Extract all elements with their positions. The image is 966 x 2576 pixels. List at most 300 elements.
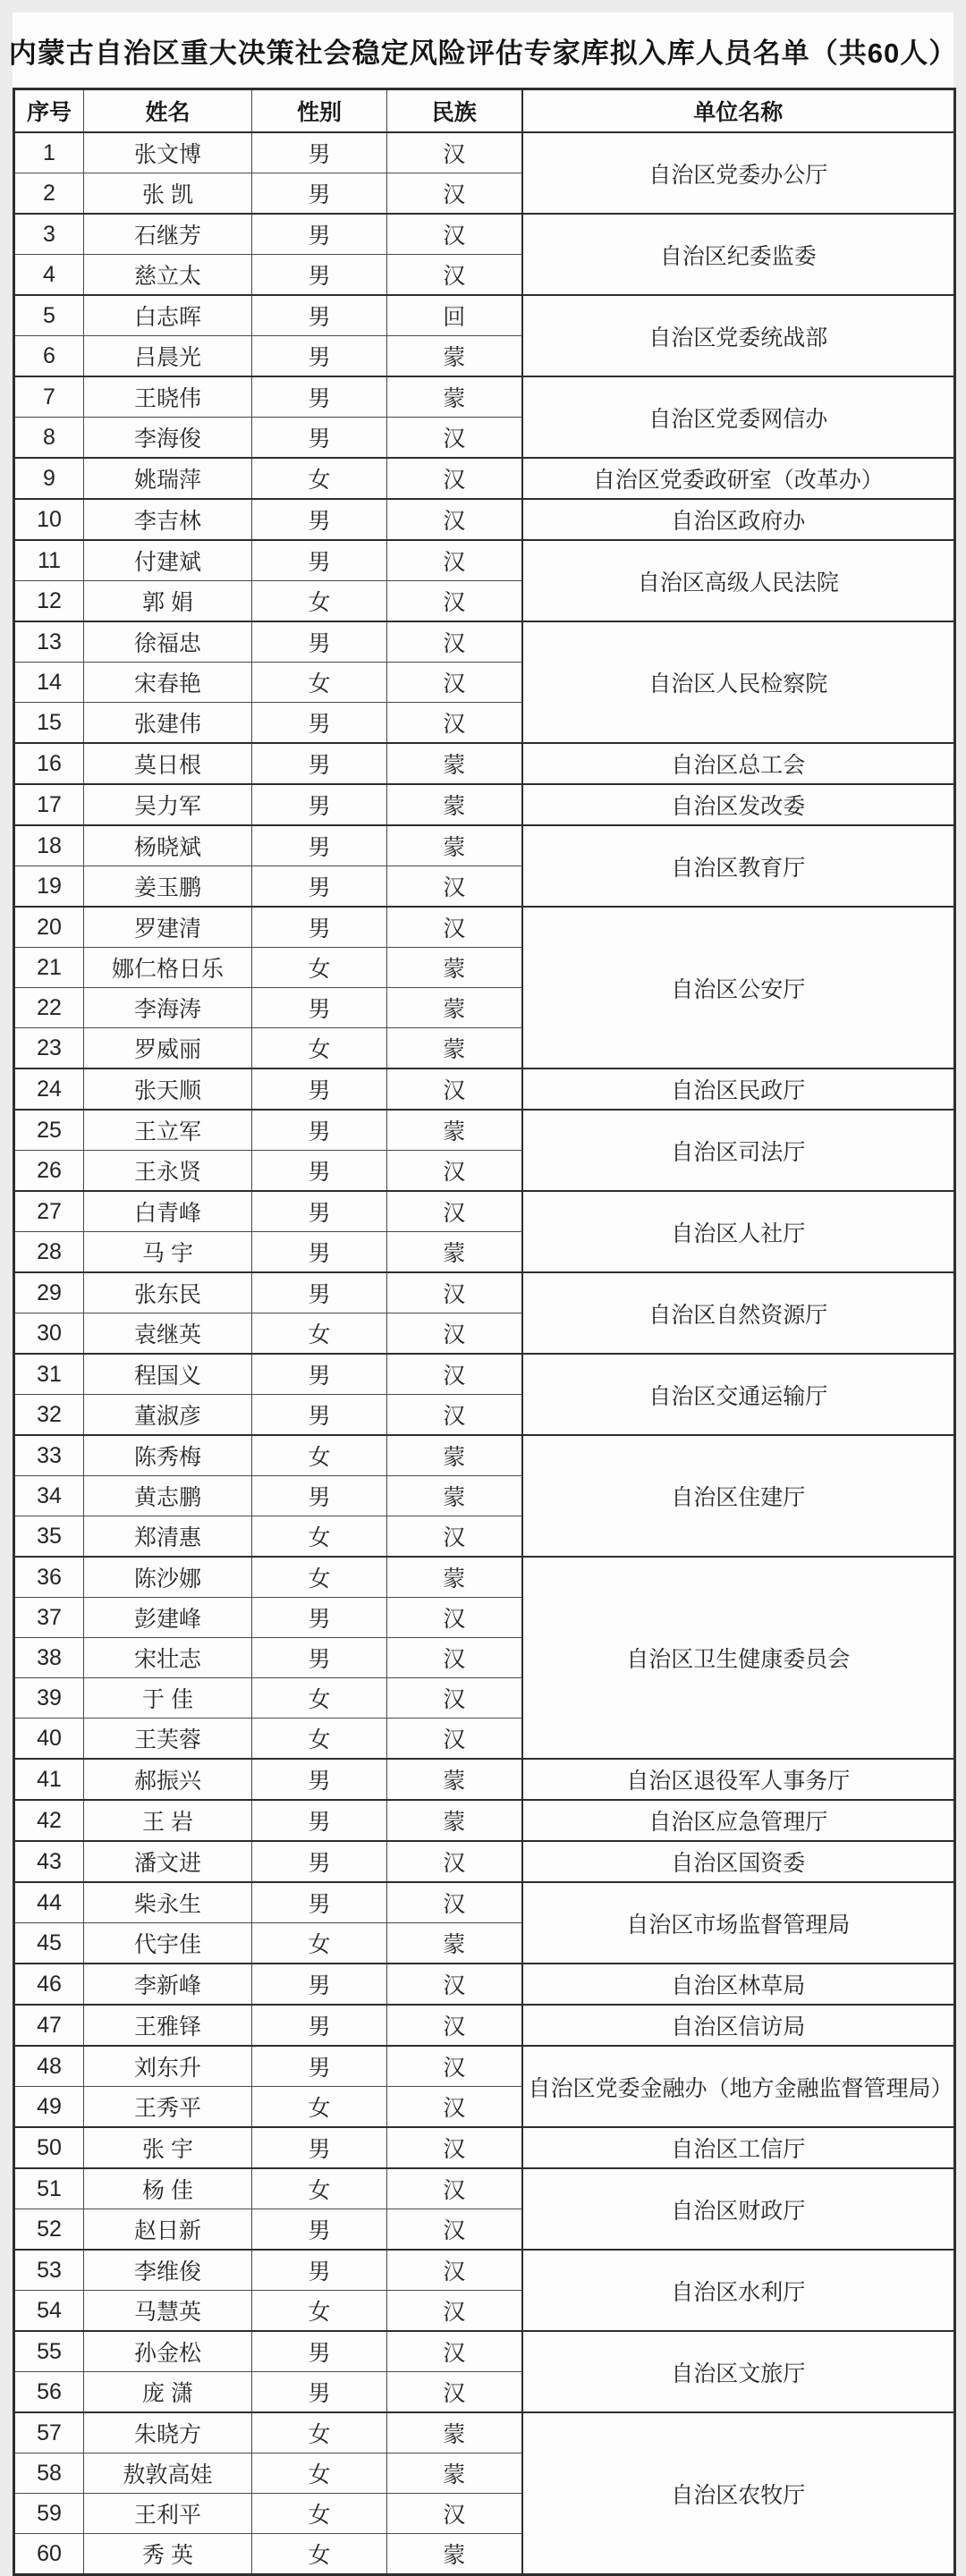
name-cell: 郭 娟 <box>84 581 252 622</box>
index-cell: 57 <box>14 2412 84 2454</box>
name-cell: 秀 英 <box>84 2534 252 2575</box>
gender-cell: 女 <box>252 1313 387 1355</box>
index-cell: 60 <box>14 2534 84 2575</box>
gender-cell: 女 <box>252 2494 387 2534</box>
name-cell: 王利平 <box>84 2494 252 2534</box>
ethnicity-cell: 汉 <box>387 1516 522 1558</box>
index-cell: 37 <box>14 1598 84 1638</box>
index-cell: 59 <box>14 2494 84 2534</box>
gender-cell: 男 <box>252 907 387 948</box>
ethnicity-cell: 汉 <box>387 621 522 663</box>
gender-cell: 女 <box>252 458 387 499</box>
gender-cell: 男 <box>252 621 387 663</box>
name-cell: 付建斌 <box>84 540 252 581</box>
ethnicity-cell: 汉 <box>387 581 522 622</box>
name-cell: 姚瑞萍 <box>84 458 252 499</box>
table-row <box>14 376 955 418</box>
index-cell: 12 <box>14 581 84 622</box>
index-cell: 7 <box>14 376 84 418</box>
name-cell: 王晓伟 <box>84 376 252 418</box>
index-cell: 18 <box>14 825 84 866</box>
name-cell: 程国义 <box>84 1354 252 1395</box>
unit-cell: 自治区人社厅 <box>522 1191 955 1272</box>
name-cell: 王秀平 <box>84 2087 252 2128</box>
index-cell: 56 <box>14 2372 84 2413</box>
ethnicity-cell: 汉 <box>387 255 522 296</box>
index-cell: 40 <box>14 1719 84 1760</box>
index-cell: 28 <box>14 1232 84 1273</box>
ethnicity-cell: 蒙 <box>387 1759 522 1800</box>
unit-cell: 自治区教育厅 <box>522 825 955 907</box>
index-cell: 34 <box>14 1476 84 1516</box>
gender-cell: 男 <box>252 866 387 908</box>
name-cell: 石继芳 <box>84 214 252 255</box>
name-cell: 娜仁格日乐 <box>84 948 252 988</box>
index-cell: 54 <box>14 2291 84 2332</box>
name-cell: 莫日根 <box>84 743 252 784</box>
name-cell: 董淑彦 <box>84 1395 252 1436</box>
ethnicity-cell: 蒙 <box>387 336 522 377</box>
ethnicity-cell: 汉 <box>387 1638 522 1678</box>
gender-cell: 女 <box>252 1557 387 1598</box>
page-title: 内蒙古自治区重大决策社会稳定风险评估专家库拟入库人员名单（共60人） <box>8 37 958 69</box>
name-cell: 张建伟 <box>84 703 252 744</box>
ethnicity-cell: 蒙 <box>387 743 522 784</box>
index-cell: 35 <box>14 1516 84 1558</box>
gender-cell: 男 <box>252 2372 387 2413</box>
name-cell: 李海俊 <box>84 418 252 459</box>
gender-cell: 女 <box>252 1923 387 1964</box>
ethnicity-cell: 汉 <box>387 173 522 215</box>
index-cell: 9 <box>14 458 84 499</box>
col-header-index: 序号 <box>14 89 84 133</box>
ethnicity-cell: 汉 <box>387 907 522 948</box>
gender-cell: 男 <box>252 2005 387 2046</box>
index-cell: 10 <box>14 499 84 540</box>
name-cell: 郑清惠 <box>84 1516 252 1558</box>
table-row <box>14 743 955 784</box>
unit-cell: 自治区党委网信办 <box>522 376 955 458</box>
table-row <box>14 1759 955 1800</box>
ethnicity-cell: 蒙 <box>387 1476 522 1516</box>
name-cell: 李吉林 <box>84 499 252 540</box>
index-cell: 19 <box>14 866 84 908</box>
index-cell: 20 <box>14 907 84 948</box>
name-cell: 敖敦高娃 <box>84 2454 252 2494</box>
gender-cell: 男 <box>252 1272 387 1313</box>
unit-cell: 自治区交通运输厅 <box>522 1354 955 1435</box>
gender-cell: 男 <box>252 1964 387 2005</box>
gender-cell: 男 <box>252 1638 387 1678</box>
ethnicity-cell: 汉 <box>387 1191 522 1232</box>
ethnicity-cell: 汉 <box>387 2005 522 2046</box>
gender-cell: 男 <box>252 703 387 744</box>
gender-cell: 男 <box>252 2331 387 2372</box>
name-cell: 孙金松 <box>84 2331 252 2372</box>
index-cell: 33 <box>14 1435 84 1476</box>
name-cell: 杨 佳 <box>84 2168 252 2209</box>
index-cell: 25 <box>14 1110 84 1151</box>
gender-cell: 女 <box>252 581 387 622</box>
gender-cell: 男 <box>252 1841 387 1882</box>
unit-cell: 自治区水利厅 <box>522 2250 955 2331</box>
gender-cell: 男 <box>252 376 387 418</box>
table-row <box>14 2412 955 2454</box>
index-cell: 38 <box>14 1638 84 1678</box>
ethnicity-cell: 蒙 <box>387 376 522 418</box>
ethnicity-cell: 汉 <box>387 2331 522 2372</box>
index-cell: 21 <box>14 948 84 988</box>
roster-table <box>13 88 956 2576</box>
ethnicity-cell: 汉 <box>387 2168 522 2209</box>
index-cell: 52 <box>14 2209 84 2251</box>
name-cell: 张东民 <box>84 1272 252 1313</box>
name-cell: 马 宇 <box>84 1232 252 1273</box>
gender-cell: 女 <box>252 663 387 703</box>
unit-cell: 自治区林草局 <box>522 1964 955 2005</box>
ethnicity-cell: 汉 <box>387 1395 522 1436</box>
gender-cell: 男 <box>252 1110 387 1151</box>
name-cell: 张 宇 <box>84 2127 252 2168</box>
index-cell: 14 <box>14 663 84 703</box>
index-cell: 49 <box>14 2087 84 2128</box>
index-cell: 36 <box>14 1557 84 1598</box>
index-cell: 29 <box>14 1272 84 1313</box>
col-header-gender: 性别 <box>252 89 387 133</box>
unit-cell: 自治区自然资源厅 <box>522 1272 955 1354</box>
unit-cell: 自治区纪委监委 <box>522 214 955 295</box>
index-cell: 1 <box>14 132 84 173</box>
name-cell: 马慧英 <box>84 2291 252 2332</box>
ethnicity-cell: 汉 <box>387 1272 522 1313</box>
table-row <box>14 1191 955 1232</box>
ethnicity-cell: 汉 <box>387 1719 522 1760</box>
name-cell: 陈秀梅 <box>84 1435 252 1476</box>
name-cell: 李新峰 <box>84 1964 252 2005</box>
unit-cell: 自治区党委统战部 <box>522 295 955 376</box>
unit-cell: 自治区总工会 <box>522 743 955 784</box>
ethnicity-cell: 蒙 <box>387 948 522 988</box>
gender-cell: 男 <box>252 1068 387 1110</box>
table-row <box>14 132 955 173</box>
gender-cell: 男 <box>252 1232 387 1273</box>
name-cell: 王立军 <box>84 1110 252 1151</box>
table-row <box>14 2046 955 2087</box>
name-cell: 于 佳 <box>84 1678 252 1719</box>
table-row <box>14 1272 955 1313</box>
gender-cell: 男 <box>252 1759 387 1800</box>
table-row <box>14 458 955 499</box>
index-cell: 17 <box>14 784 84 825</box>
unit-cell: 自治区信访局 <box>522 2005 955 2046</box>
table-row <box>14 2168 955 2209</box>
ethnicity-cell: 汉 <box>387 663 522 703</box>
gender-cell: 男 <box>252 540 387 581</box>
index-cell: 51 <box>14 2168 84 2209</box>
gender-cell: 男 <box>252 1354 387 1395</box>
gender-cell: 男 <box>252 2209 387 2251</box>
index-cell: 30 <box>14 1313 84 1355</box>
gender-cell: 男 <box>252 1598 387 1638</box>
index-cell: 15 <box>14 703 84 744</box>
name-cell: 吕晨光 <box>84 336 252 377</box>
gender-cell: 男 <box>252 743 387 784</box>
gender-cell: 女 <box>252 1719 387 1760</box>
table-row <box>14 1354 955 1395</box>
gender-cell: 男 <box>252 173 387 215</box>
table-row <box>14 907 955 948</box>
name-cell: 朱晓方 <box>84 2412 252 2454</box>
gender-cell: 女 <box>252 2168 387 2209</box>
table-row <box>14 1841 955 1882</box>
gender-cell: 女 <box>252 1678 387 1719</box>
gender-cell: 女 <box>252 1516 387 1558</box>
roster-table-body <box>14 132 955 2575</box>
index-cell: 41 <box>14 1759 84 1800</box>
index-cell: 44 <box>14 1882 84 1923</box>
name-cell: 庞 潇 <box>84 2372 252 2413</box>
index-cell: 16 <box>14 743 84 784</box>
ethnicity-cell: 汉 <box>387 458 522 499</box>
ethnicity-cell: 汉 <box>387 418 522 459</box>
ethnicity-cell: 蒙 <box>387 2534 522 2575</box>
index-cell: 27 <box>14 1191 84 1232</box>
name-cell: 王芙蓉 <box>84 1719 252 1760</box>
index-cell: 13 <box>14 621 84 663</box>
index-cell: 11 <box>14 540 84 581</box>
index-cell: 58 <box>14 2454 84 2494</box>
title-box <box>8 13 958 88</box>
ethnicity-cell: 汉 <box>387 1354 522 1395</box>
ethnicity-cell: 汉 <box>387 2087 522 2128</box>
name-cell: 王雅铎 <box>84 2005 252 2046</box>
ethnicity-cell: 蒙 <box>387 1028 522 1069</box>
table-row <box>14 1435 955 1476</box>
name-cell: 柴永生 <box>84 1882 252 1923</box>
gender-cell: 男 <box>252 418 387 459</box>
ethnicity-cell: 汉 <box>387 1598 522 1638</box>
name-cell: 吴力军 <box>84 784 252 825</box>
name-cell: 代宇佳 <box>84 1923 252 1964</box>
index-cell: 4 <box>14 255 84 296</box>
index-cell: 6 <box>14 336 84 377</box>
unit-cell: 自治区卫生健康委员会 <box>522 1557 955 1759</box>
gender-cell: 男 <box>252 336 387 377</box>
unit-cell: 自治区司法厅 <box>522 1110 955 1191</box>
index-cell: 2 <box>14 173 84 215</box>
name-cell: 彭建峰 <box>84 1598 252 1638</box>
name-cell: 白志晖 <box>84 295 252 336</box>
ethnicity-cell: 蒙 <box>387 1232 522 1273</box>
unit-cell: 自治区应急管理厅 <box>522 1800 955 1841</box>
unit-cell: 自治区住建厅 <box>522 1435 955 1557</box>
index-cell: 47 <box>14 2005 84 2046</box>
name-cell: 陈沙娜 <box>84 1557 252 1598</box>
gender-cell: 男 <box>252 2046 387 2087</box>
unit-cell: 自治区政府办 <box>522 499 955 540</box>
ethnicity-cell: 蒙 <box>387 1110 522 1151</box>
ethnicity-cell: 汉 <box>387 1151 522 1192</box>
index-cell: 55 <box>14 2331 84 2372</box>
gender-cell: 女 <box>252 1435 387 1476</box>
unit-cell: 自治区党委金融办（地方金融监督管理局） <box>522 2046 955 2127</box>
table-row <box>14 499 955 540</box>
table-row <box>14 621 955 663</box>
unit-cell: 自治区发改委 <box>522 784 955 825</box>
ethnicity-cell: 汉 <box>387 1068 522 1110</box>
name-cell: 赵日新 <box>84 2209 252 2251</box>
ethnicity-cell: 汉 <box>387 2250 522 2291</box>
table-row <box>14 1882 955 1923</box>
index-cell: 32 <box>14 1395 84 1436</box>
table-row <box>14 1964 955 2005</box>
ethnicity-cell: 汉 <box>387 703 522 744</box>
name-cell: 李维俊 <box>84 2250 252 2291</box>
gender-cell: 女 <box>252 2534 387 2575</box>
ethnicity-cell: 蒙 <box>387 988 522 1028</box>
ethnicity-cell: 汉 <box>387 1841 522 1882</box>
name-cell: 徐福忠 <box>84 621 252 663</box>
gender-cell: 男 <box>252 1395 387 1436</box>
ethnicity-cell: 汉 <box>387 866 522 908</box>
table-row <box>14 2005 955 2046</box>
gender-cell: 女 <box>252 2291 387 2332</box>
name-cell: 姜玉鹏 <box>84 866 252 908</box>
name-cell: 王永贤 <box>84 1151 252 1192</box>
gender-cell: 女 <box>252 2087 387 2128</box>
table-row <box>14 1557 955 1598</box>
table-row <box>14 2250 955 2291</box>
index-cell: 3 <box>14 214 84 255</box>
name-cell: 黄志鹏 <box>84 1476 252 1516</box>
gender-cell: 男 <box>252 1882 387 1923</box>
gender-cell: 男 <box>252 825 387 866</box>
ethnicity-cell: 蒙 <box>387 2412 522 2454</box>
ethnicity-cell: 蒙 <box>387 1923 522 1964</box>
name-cell: 李海涛 <box>84 988 252 1028</box>
index-cell: 5 <box>14 295 84 336</box>
table-row <box>14 214 955 255</box>
ethnicity-cell: 汉 <box>387 2209 522 2251</box>
ethnicity-cell: 回 <box>387 295 522 336</box>
name-cell: 罗建清 <box>84 907 252 948</box>
gender-cell: 男 <box>252 295 387 336</box>
unit-cell: 自治区文旅厅 <box>522 2331 955 2412</box>
name-cell: 慈立太 <box>84 255 252 296</box>
table-row <box>14 825 955 866</box>
table-row <box>14 784 955 825</box>
table-row <box>14 2331 955 2372</box>
ethnicity-cell: 汉 <box>387 2046 522 2087</box>
gender-cell: 女 <box>252 948 387 988</box>
unit-cell: 自治区工信厅 <box>522 2127 955 2168</box>
gender-cell: 男 <box>252 784 387 825</box>
name-cell: 白青峰 <box>84 1191 252 1232</box>
ethnicity-cell: 蒙 <box>387 825 522 866</box>
gender-cell: 男 <box>252 214 387 255</box>
ethnicity-cell: 汉 <box>387 499 522 540</box>
ethnicity-cell: 汉 <box>387 2372 522 2413</box>
ethnicity-cell: 蒙 <box>387 784 522 825</box>
unit-cell: 自治区退役军人事务厅 <box>522 1759 955 1800</box>
unit-cell: 自治区民政厅 <box>522 1068 955 1110</box>
unit-cell: 自治区财政厅 <box>522 2168 955 2250</box>
name-cell: 杨晓斌 <box>84 825 252 866</box>
gender-cell: 男 <box>252 1800 387 1841</box>
unit-cell: 自治区国资委 <box>522 1841 955 1882</box>
index-cell: 23 <box>14 1028 84 1069</box>
gender-cell: 男 <box>252 1151 387 1192</box>
ethnicity-cell: 汉 <box>387 1313 522 1355</box>
table-row <box>14 1068 955 1110</box>
ethnicity-cell: 汉 <box>387 2494 522 2534</box>
index-cell: 48 <box>14 2046 84 2087</box>
index-cell: 42 <box>14 1800 84 1841</box>
gender-cell: 男 <box>252 988 387 1028</box>
gender-cell: 男 <box>252 255 387 296</box>
unit-cell: 自治区农牧厅 <box>522 2412 955 2575</box>
gender-cell: 男 <box>252 1191 387 1232</box>
col-header-unit: 单位名称 <box>522 89 955 133</box>
ethnicity-cell: 汉 <box>387 1882 522 1923</box>
table-row <box>14 2127 955 2168</box>
table-row <box>14 295 955 336</box>
name-cell: 王 岩 <box>84 1800 252 1841</box>
ethnicity-cell: 蒙 <box>387 2454 522 2494</box>
unit-cell: 自治区党委办公厅 <box>522 132 955 214</box>
document-page <box>8 13 958 2576</box>
index-cell: 31 <box>14 1354 84 1395</box>
name-cell: 宋壮志 <box>84 1638 252 1678</box>
ethnicity-cell: 汉 <box>387 2127 522 2168</box>
name-cell: 刘东升 <box>84 2046 252 2087</box>
ethnicity-cell: 汉 <box>387 214 522 255</box>
table-row <box>14 1110 955 1151</box>
name-cell: 宋春艳 <box>84 663 252 703</box>
index-cell: 50 <box>14 2127 84 2168</box>
index-cell: 43 <box>14 1841 84 1882</box>
index-cell: 26 <box>14 1151 84 1192</box>
index-cell: 8 <box>14 418 84 459</box>
name-cell: 张天顺 <box>84 1068 252 1110</box>
table-header-row <box>14 89 955 133</box>
index-cell: 46 <box>14 1964 84 2005</box>
gender-cell: 男 <box>252 2127 387 2168</box>
gender-cell: 男 <box>252 132 387 173</box>
unit-cell: 自治区人民检察院 <box>522 621 955 743</box>
name-cell: 罗威丽 <box>84 1028 252 1069</box>
unit-cell: 自治区党委政研室（改革办） <box>522 458 955 499</box>
index-cell: 45 <box>14 1923 84 1964</box>
ethnicity-cell: 汉 <box>387 132 522 173</box>
name-cell: 张 凯 <box>84 173 252 215</box>
ethnicity-cell: 蒙 <box>387 1435 522 1476</box>
col-header-ethnicity: 民族 <box>387 89 522 133</box>
unit-cell: 自治区公安厅 <box>522 907 955 1068</box>
index-cell: 39 <box>14 1678 84 1719</box>
ethnicity-cell: 汉 <box>387 1964 522 2005</box>
gender-cell: 男 <box>252 499 387 540</box>
index-cell: 22 <box>14 988 84 1028</box>
ethnicity-cell: 汉 <box>387 1678 522 1719</box>
gender-cell: 男 <box>252 2250 387 2291</box>
gender-cell: 女 <box>252 1028 387 1069</box>
gender-cell: 男 <box>252 1476 387 1516</box>
table-row <box>14 1800 955 1841</box>
index-cell: 53 <box>14 2250 84 2291</box>
name-cell: 潘文进 <box>84 1841 252 1882</box>
unit-cell: 自治区高级人民法院 <box>522 540 955 621</box>
